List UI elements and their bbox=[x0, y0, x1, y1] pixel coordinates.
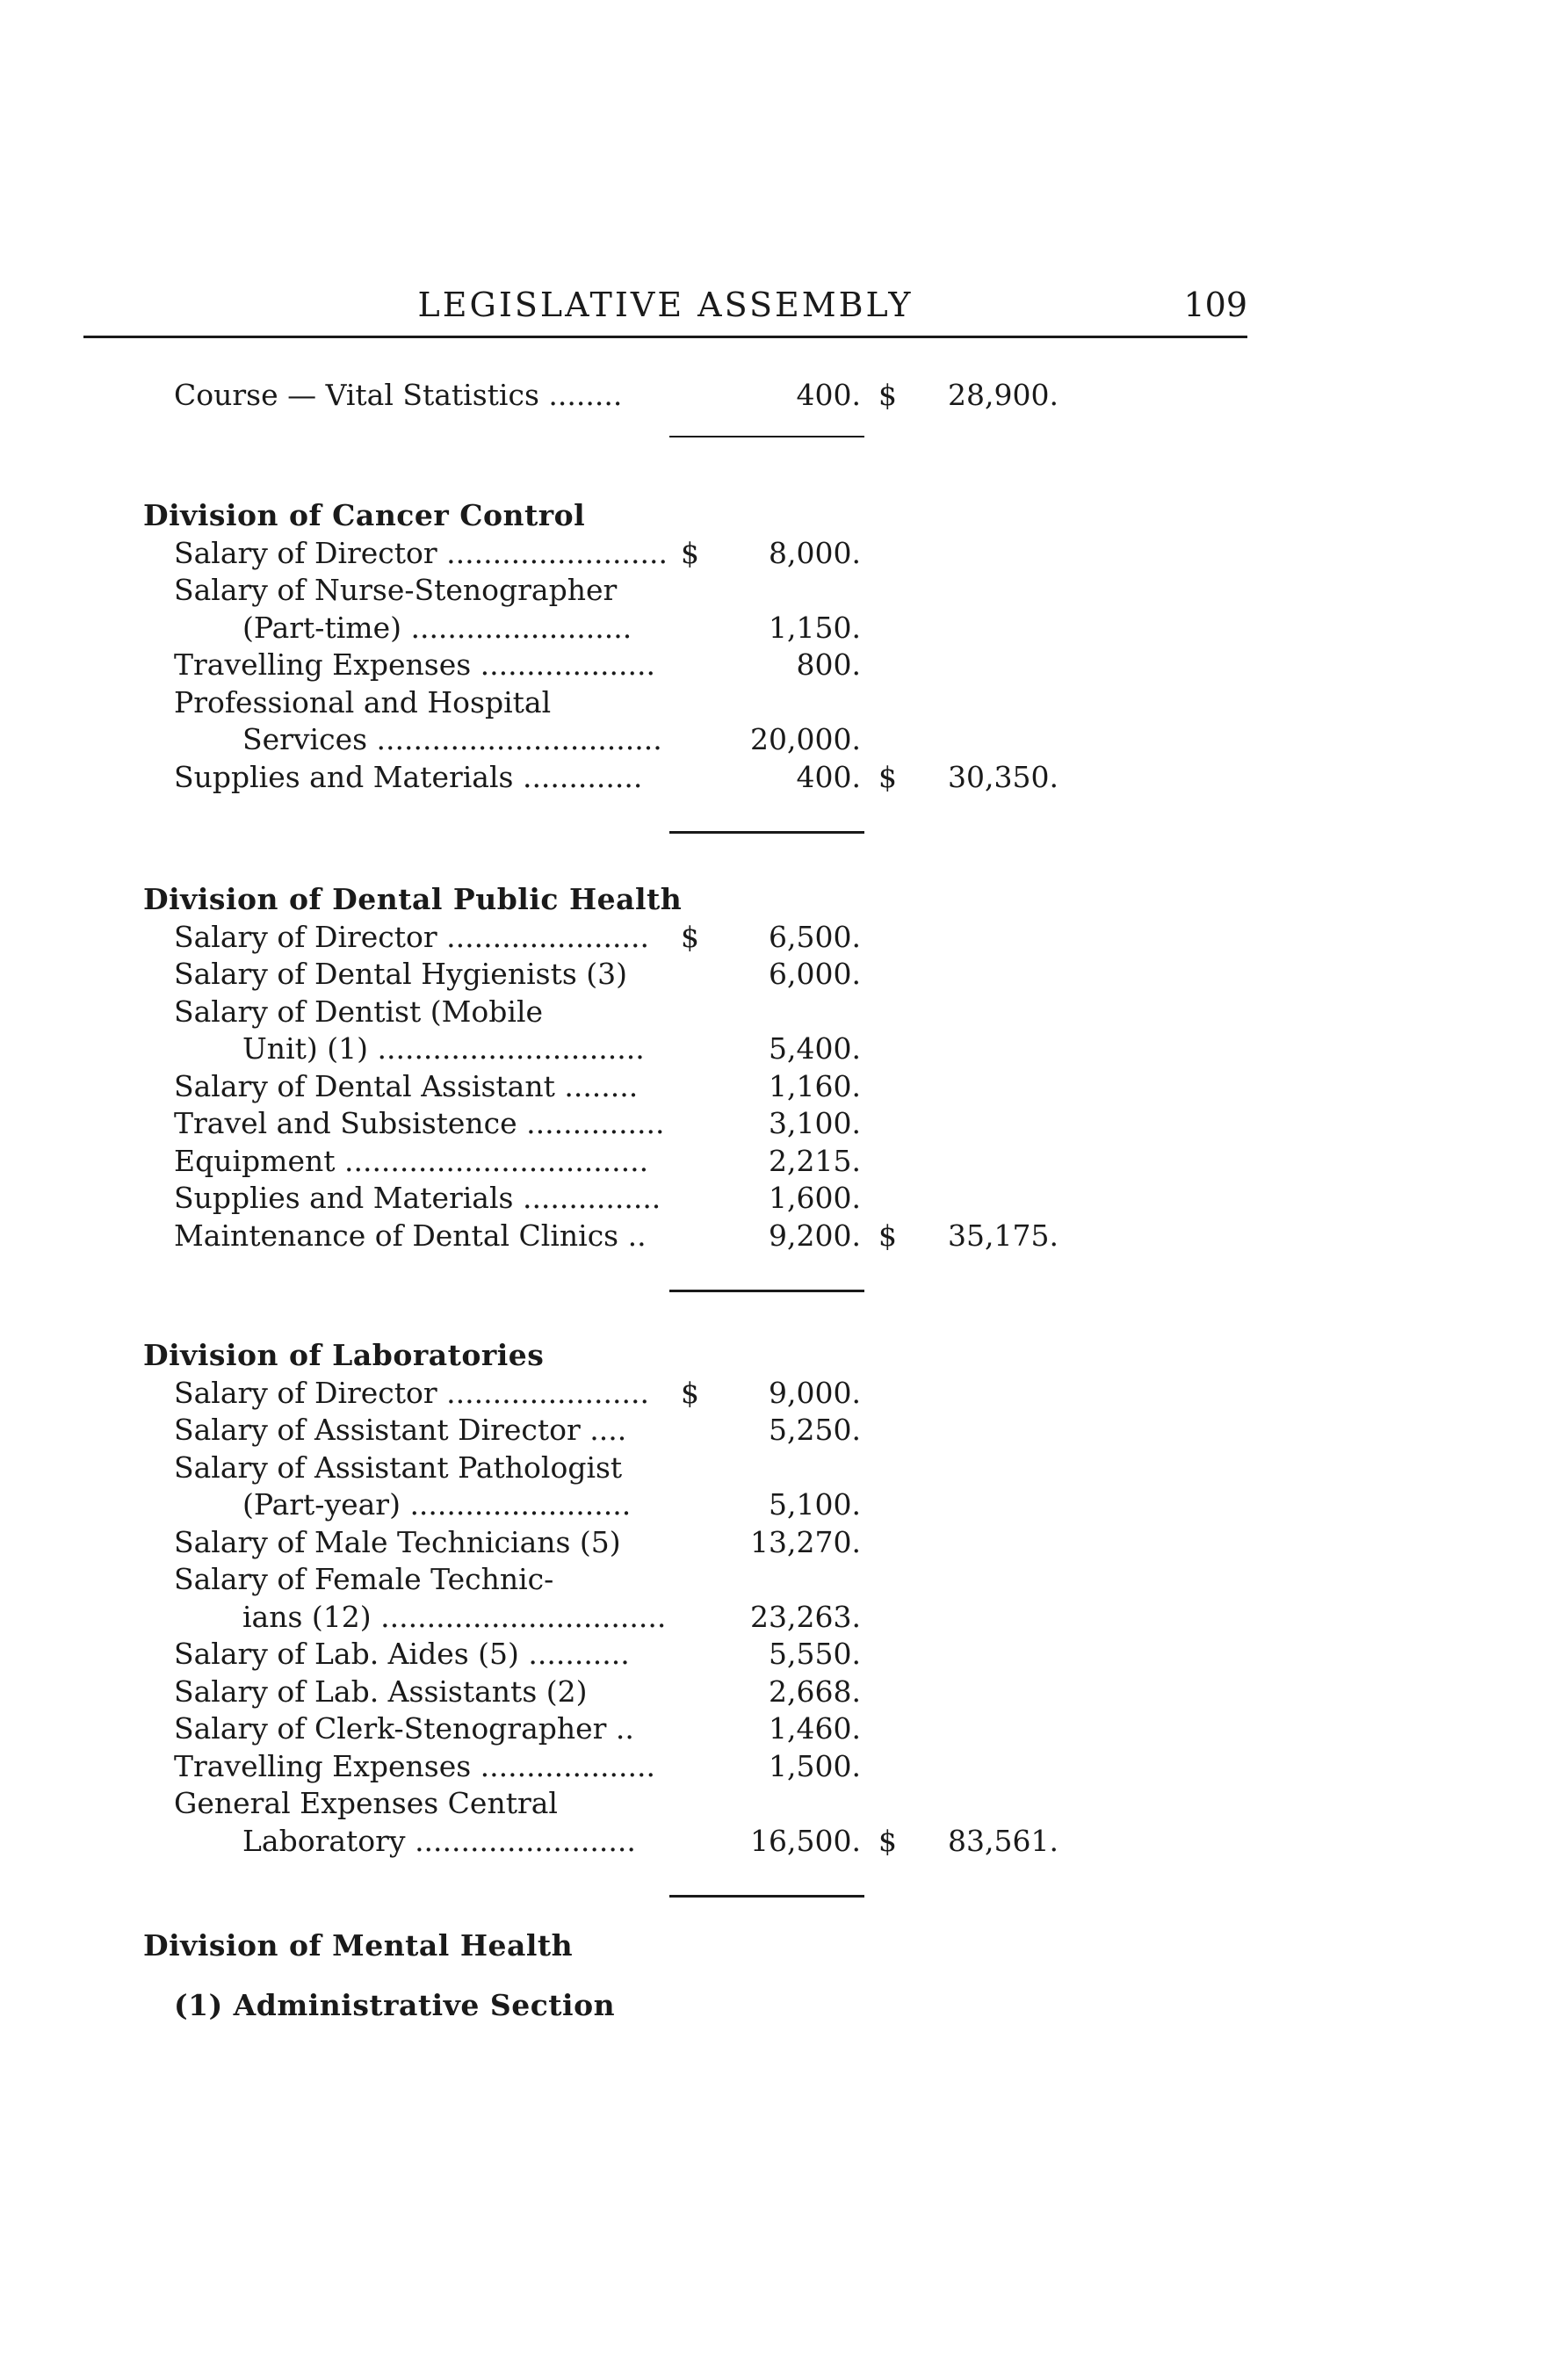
item-label: Salary of Male Technicians (5) bbox=[174, 1524, 621, 1559]
line-item bbox=[0, 1179, 1568, 1218]
item-amount: 400. bbox=[796, 378, 861, 412]
item-label: Professional and Hospital bbox=[174, 684, 552, 719]
item-amount: 2,215. bbox=[769, 1143, 861, 1178]
dollar-sign: $ bbox=[681, 1375, 699, 1410]
section-total: 28,900. bbox=[948, 378, 1059, 412]
item-label: Salary of Clerk-Stenographer .. bbox=[174, 1711, 634, 1746]
item-amount: 6,000. bbox=[769, 957, 861, 991]
dollar-sign: $ bbox=[878, 378, 897, 412]
sum-rule bbox=[669, 831, 864, 834]
section-total: 83,561. bbox=[948, 1823, 1059, 1858]
item-label: Salary of Director ...................... bbox=[174, 919, 649, 954]
item-amount: 1,160. bbox=[769, 1068, 861, 1103]
item-amount: 2,668. bbox=[769, 1674, 861, 1709]
item-amount: 6,500. bbox=[769, 919, 861, 954]
item-amount: 23,263. bbox=[750, 1599, 861, 1634]
dollar-sign: $ bbox=[681, 535, 699, 570]
section-heading: Division of Laboratories bbox=[143, 1338, 545, 1372]
line-item bbox=[0, 1486, 1568, 1524]
item-label: Salary of Assistant Pathologist bbox=[174, 1449, 623, 1485]
line-item bbox=[0, 1217, 1568, 1255]
item-label: Salary of Dental Assistant ........ bbox=[174, 1068, 639, 1103]
line-item bbox=[0, 758, 1568, 797]
item-label: Travelling Expenses ................... bbox=[174, 1748, 655, 1783]
item-label: Salary of Assistant Director .... bbox=[174, 1413, 627, 1447]
item-amount: 1,600. bbox=[769, 1181, 861, 1215]
item-label: Maintenance of Dental Clinics .. bbox=[174, 1218, 647, 1253]
line-item bbox=[0, 720, 1568, 759]
section-heading: Division of Mental Health bbox=[143, 1928, 574, 1963]
line-item bbox=[0, 1411, 1568, 1449]
item-amount: 9,000. bbox=[769, 1375, 861, 1410]
item-label: Salary of Dental Hygienists (3) bbox=[174, 957, 628, 991]
item-label: Salary of Female Technic- bbox=[174, 1562, 554, 1596]
line-item bbox=[0, 376, 1568, 415]
item-amount: 5,550. bbox=[769, 1637, 861, 1671]
item-amount: 1,150. bbox=[769, 610, 861, 645]
item-label: Travelling Expenses ................... bbox=[174, 647, 655, 682]
line-item bbox=[0, 1142, 1568, 1181]
dollar-sign: $ bbox=[878, 759, 897, 794]
item-amount: 5,100. bbox=[769, 1487, 861, 1522]
item-amount: 3,100. bbox=[769, 1106, 861, 1140]
section-total: 35,175. bbox=[948, 1218, 1059, 1253]
item-label: General Expenses Central bbox=[174, 1786, 558, 1820]
sum-rule bbox=[669, 1895, 864, 1898]
header-rule bbox=[83, 336, 1247, 338]
line-item bbox=[0, 1598, 1568, 1637]
item-amount: 20,000. bbox=[750, 722, 861, 756]
item-label: Supplies and Materials ............. bbox=[174, 759, 643, 794]
page-number: 109 bbox=[1183, 286, 1247, 324]
item-amount: 1,460. bbox=[769, 1711, 861, 1746]
dollar-sign: $ bbox=[681, 919, 699, 954]
item-label: Services ............................... bbox=[242, 722, 662, 756]
line-item bbox=[0, 993, 1568, 1031]
item-label: Course — Vital Statistics ........ bbox=[174, 378, 623, 412]
line-item bbox=[0, 534, 1568, 573]
line-item bbox=[0, 609, 1568, 647]
line-item bbox=[0, 1673, 1568, 1711]
line-item bbox=[0, 683, 1568, 722]
line-item bbox=[0, 571, 1568, 610]
line-item bbox=[0, 1523, 1568, 1562]
item-amount: 5,400. bbox=[769, 1031, 861, 1066]
line-item bbox=[0, 1822, 1568, 1861]
item-label: Salary of Lab. Assistants (2) bbox=[174, 1674, 588, 1709]
sum-rule bbox=[669, 1290, 864, 1292]
dollar-sign: $ bbox=[878, 1823, 897, 1858]
item-amount: 800. bbox=[796, 647, 861, 682]
item-amount: 1,500. bbox=[769, 1748, 861, 1783]
item-label: Salary of Nurse-Stenographer bbox=[174, 573, 618, 607]
item-label: (Part-time) ........................ bbox=[242, 610, 632, 645]
line-item bbox=[0, 1710, 1568, 1748]
item-label: Supplies and Materials ............... bbox=[174, 1181, 661, 1215]
dollar-sign: $ bbox=[878, 1218, 897, 1253]
item-amount: 16,500. bbox=[750, 1823, 861, 1858]
line-item bbox=[0, 646, 1568, 684]
item-label: Salary of Dentist (Mobile bbox=[174, 994, 544, 1029]
item-label: Travel and Subsistence ............... bbox=[174, 1106, 665, 1140]
item-amount: 13,270. bbox=[750, 1524, 861, 1559]
section-total: 30,350. bbox=[948, 759, 1059, 794]
line-item bbox=[0, 1784, 1568, 1823]
sum-rule bbox=[669, 436, 864, 437]
line-item bbox=[0, 1747, 1568, 1786]
header-title: LEGISLATIVE ASSEMBLY bbox=[417, 286, 914, 324]
line-item bbox=[0, 1030, 1568, 1068]
item-label: ians (12) ............................... bbox=[242, 1599, 667, 1634]
line-item bbox=[0, 1560, 1568, 1599]
line-item bbox=[0, 1104, 1568, 1143]
line-item bbox=[0, 1374, 1568, 1413]
item-amount: 400. bbox=[796, 759, 861, 794]
item-amount: 9,200. bbox=[769, 1218, 861, 1253]
item-label: Salary of Lab. Aides (5) ........... bbox=[174, 1637, 630, 1671]
section-heading: Division of Dental Public Health bbox=[143, 882, 683, 916]
line-item bbox=[0, 1635, 1568, 1674]
item-label: Equipment ................................. bbox=[174, 1143, 649, 1178]
line-item bbox=[0, 1067, 1568, 1106]
item-label: Salary of Director ........................ bbox=[174, 535, 668, 570]
item-label: (Part-year) ........................ bbox=[242, 1487, 632, 1522]
page-header bbox=[83, 286, 1247, 338]
line-item bbox=[0, 955, 1568, 994]
section-heading: Division of Cancer Control bbox=[143, 498, 586, 532]
item-amount: 5,250. bbox=[769, 1413, 861, 1447]
subsection-heading: (1) Administrative Section bbox=[174, 1988, 616, 2022]
item-label: Laboratory ........................ bbox=[242, 1823, 636, 1858]
item-label: Salary of Director ...................... bbox=[174, 1375, 649, 1410]
line-item bbox=[0, 918, 1568, 957]
item-label: Unit) (1) ............................. bbox=[242, 1031, 645, 1066]
line-item bbox=[0, 1449, 1568, 1487]
item-amount: 8,000. bbox=[769, 535, 861, 570]
